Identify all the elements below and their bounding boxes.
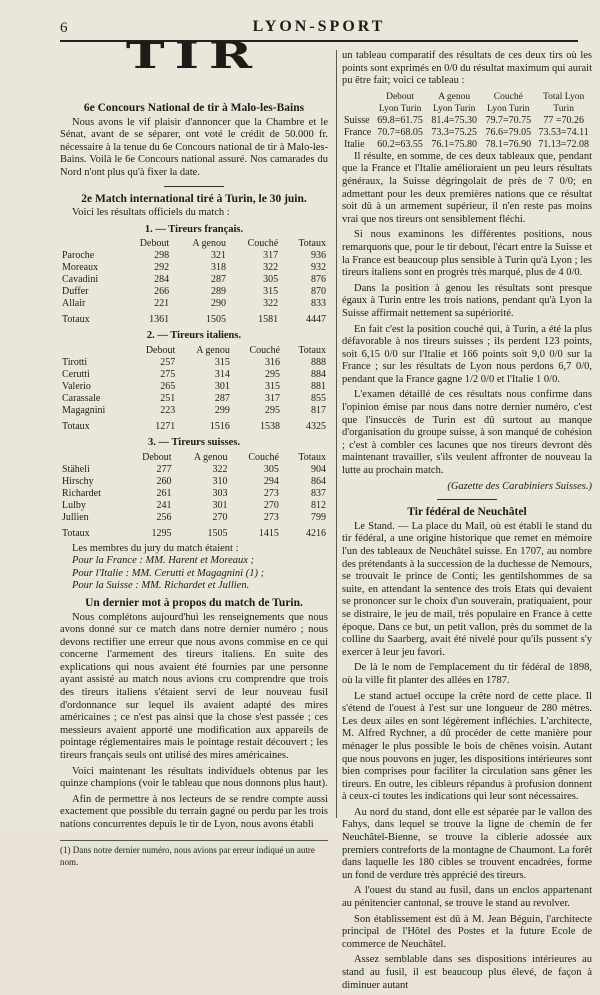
cmp-row xyxy=(342,127,592,139)
cell: 289 xyxy=(210,286,226,298)
cell: 315 xyxy=(214,356,230,368)
cell: 284 xyxy=(154,274,170,286)
cell: 322 xyxy=(263,298,279,310)
table-row xyxy=(60,286,328,298)
cell: Valerio xyxy=(62,380,91,392)
totals-row xyxy=(60,524,328,540)
jury-line: Pour l'Italie : MM. Cerutti et Magagnini (1) ; xyxy=(72,567,265,579)
cell: 904 xyxy=(311,463,326,475)
paragraph: A l'ouest du stand au fusil, dans un enclos appartenant au pénitencier cantonal, se trouve le stand au revolver. xyxy=(342,885,592,910)
paragraph: Afin de permettre à nos lecteurs de se rendre compte aussi exactement que possible du terrain gagné ou perdu par les trois nations concurrentes depuis le tir de Lyon, nous avons établi xyxy=(60,793,328,830)
total-cell: 1295 xyxy=(151,527,172,539)
cell: 301 xyxy=(212,499,228,511)
paragraph: Le Stand. — La place du Mail, où est établi le stand du tir fédéral, a une origine historique que remet en mémoire l'un des tableaux de Neuchâtel suisse. En 1707, au nombre des prétendants à la succession de la duchesse de Nemours, se trouvait le prince de Conti; les gentilshommes de sa suite, en attendant la sentence des trois Etats qui devaient se prononcer sur le choix d'un souverain, pratiquaient, pour se distraire, le jeu de mail, très populaire en France à cette époque. Dans ce but, un petit vallon, près du sommet de la colline du Saarberg, avait été nivelé pour qu'ils pussent s'y exercer à leur jeu favori. xyxy=(342,520,592,658)
cell: 812 xyxy=(311,499,326,511)
cell: 888 xyxy=(311,356,326,368)
total-cell: 1361 xyxy=(149,314,170,326)
cmp-cell: 60.2=63.55 xyxy=(377,138,423,150)
cell: 275 xyxy=(160,368,176,380)
cell: 256 xyxy=(156,511,172,523)
cell: 870 xyxy=(311,286,326,298)
cell: Paroche xyxy=(62,250,95,262)
cell: 322 xyxy=(212,463,228,475)
totals-row xyxy=(60,310,328,326)
cell: 884 xyxy=(311,368,326,380)
total-cell: 1505 xyxy=(207,527,228,539)
cell: 266 xyxy=(154,286,170,298)
cmp-cell: 78.1=76.90 xyxy=(485,138,532,150)
cell: Jullien xyxy=(62,511,89,523)
table-row xyxy=(60,488,328,500)
cell: 270 xyxy=(212,511,228,523)
paragraph: Son établissement est dû à M. Jean Béguin, l'architecte principal de l'Hôtel des Postes et la future Ecole de commerce de Neuchâtel. xyxy=(342,913,592,950)
cell: 321 xyxy=(210,250,226,262)
divider xyxy=(437,499,497,500)
paragraph: En fait c'est la position couché qui, à Turin, a été la plus défavorable à nos tireurs suisses ; ils perdent 123 points, soit 6,15 0/0 sur l'Italie et 166 points soit 9,0 0/0 sur la France ; sur les résultats de Lyon nous perdons 6,7 0/0, pendant que la France gagne 1/2 0/0 et l'Italie 1 0/0. xyxy=(342,323,592,385)
cell: 295 xyxy=(265,404,281,416)
cell: 260 xyxy=(156,475,172,487)
table-subtitle: 2. — Tireurs italiens. xyxy=(146,330,242,342)
comparison-table xyxy=(342,91,592,151)
jury-list xyxy=(60,543,328,593)
cell: 316 xyxy=(265,356,281,368)
cell: 315 xyxy=(263,286,279,298)
cell: Magagnini xyxy=(62,404,106,416)
heading-neuchatel: Tir fédéral de Neuchâtel xyxy=(407,506,527,519)
jury-line: Les membres du jury du match étaient : xyxy=(72,542,239,554)
cell: 317 xyxy=(263,250,279,262)
cell: 290 xyxy=(210,298,226,310)
journal-title: LYON-SPORT xyxy=(252,18,386,35)
cell: Stäheli xyxy=(62,463,90,475)
column-header: Debout xyxy=(139,238,170,250)
column-header: Debout xyxy=(142,451,172,463)
cell: Cavadini xyxy=(62,274,99,286)
heading-dernier-mot: Un dernier mot à propos du match de Turin. xyxy=(85,596,303,609)
totals-row xyxy=(60,417,328,433)
results-tables xyxy=(60,224,328,540)
column-header: A genou xyxy=(193,451,228,463)
heading-turin: 2e Match international tiré à Turin, le 30 juin. xyxy=(81,192,307,205)
cmp-cell: Italie xyxy=(344,138,365,150)
cell: 310 xyxy=(212,475,228,487)
cell: 257 xyxy=(160,356,176,368)
column-header: Couché xyxy=(248,451,279,463)
cell: 287 xyxy=(214,392,230,404)
cell: Richardet xyxy=(62,487,101,499)
cell: 277 xyxy=(156,463,172,475)
paragraph: Il résulte, en somme, de ces deux tableaux que, pendant que la France et l'Italie amélioraient un peu leurs résultats généraux, la Suisse dégringolait de près de 7 0/0; en admettant pour les deux premières nations que ce résultat soit dû à un armement supérieur, il n'en reste pas moins vrai que nos tireurs ont sensiblement fléchi. xyxy=(342,150,592,225)
cell: 837 xyxy=(311,487,326,499)
column-header: Couché xyxy=(249,344,281,356)
cell: 315 xyxy=(265,380,281,392)
cell: Cerutti xyxy=(62,368,90,380)
table-row xyxy=(60,357,328,369)
cell: 292 xyxy=(154,262,170,274)
table-row xyxy=(60,393,328,405)
column-header: Totaux xyxy=(298,344,326,356)
cell: 305 xyxy=(263,274,279,286)
jury-line: Pour la Suisse : MM. Richardet et Jullien. xyxy=(72,580,250,592)
column-header: Totaux xyxy=(298,238,326,250)
cell: 261 xyxy=(156,487,172,499)
cmp-row xyxy=(342,115,592,127)
cell: 799 xyxy=(311,511,326,523)
cell: 287 xyxy=(210,274,226,286)
column-header: Couché xyxy=(247,238,279,250)
cmp-cell: 79.7=70.75 xyxy=(485,114,532,126)
total-cell: 1516 xyxy=(209,420,230,432)
cell: 223 xyxy=(160,404,176,416)
cell: Moreaux xyxy=(62,262,99,274)
source-credit: (Gazette des Carabiniers Suisses.) xyxy=(447,480,592,492)
cell: Lulby xyxy=(62,499,86,511)
table-subtitle: 3. — Tireurs suisses. xyxy=(148,436,240,448)
column-divider xyxy=(336,50,337,818)
heading-malo: 6e Concours National de tir à Malo-les-Bains xyxy=(83,102,305,114)
totals-label: Totaux xyxy=(62,420,90,432)
cell: 833 xyxy=(311,298,326,310)
paragraph: Dans la position à genou les résultats sont presque égaux à Turin entre les trois nations, pendant qu'à Lyon la Suisse affirmait nettement sa supériorité. xyxy=(342,282,592,319)
cmp-header: Debout Lyon Turin xyxy=(378,91,422,114)
totals-label: Totaux xyxy=(62,314,90,326)
section-title: TIR xyxy=(125,34,263,78)
cell: 881 xyxy=(311,380,326,392)
column-header: A genou xyxy=(192,238,226,250)
cell: 265 xyxy=(160,380,176,392)
table-row xyxy=(60,298,328,310)
cell: 301 xyxy=(214,380,230,392)
cell: 318 xyxy=(210,262,226,274)
cell: 221 xyxy=(154,298,170,310)
total-cell: 1538 xyxy=(260,420,281,432)
cell: 295 xyxy=(265,368,281,380)
cell: 314 xyxy=(214,368,230,380)
cell: 294 xyxy=(263,475,279,487)
cell: 299 xyxy=(214,404,230,416)
table-subtitle: 1. — Tireurs français. xyxy=(144,223,244,235)
total-cell: 4325 xyxy=(306,420,326,432)
cell: 817 xyxy=(311,404,326,416)
total-cell: 1505 xyxy=(205,314,226,326)
cell: 855 xyxy=(311,392,326,404)
cmp-cell: 73.3=75.25 xyxy=(431,126,477,138)
cell: 305 xyxy=(263,463,279,475)
paragraph: Le stand actuel occupe la crête nord de cette place. Il s'étend de l'ouest à l'est sur une longueur de 280 mètres. Les deux ailes en sont légèrement infléchies. L'architecte, M. Alfred Rychner, a dû procéder de cette manière pour ménager le plus possible le bois de chênes voisin. Autant que nous pouvons en juger, les dispositions intérieures sont bien comprises pour faciliter la circulation sans gêner les tireurs. En outre, les cibleurs répandus à profusion donnent à ceux-ci toutes les indications qui leur sont nécessaires. xyxy=(342,690,592,803)
cell: 273 xyxy=(263,487,279,499)
paragraph: L'examen détaillé de ces résultats nous confirme dans l'opinion émise par nous dans notre dernier numéro, c'est que l'insuccès de Turin est dû surtout au manque d'organisation du groupe suisse, à son manqué de cohésion ; c'est à combler ces lacunes que nos tireurs devront dès maintenant travailler, s'ils veulent affronter de nouveau la lutte au prochain match. xyxy=(342,389,592,477)
results-table xyxy=(60,345,328,433)
total-cell: 1581 xyxy=(258,314,279,326)
left-column xyxy=(60,34,328,869)
total-cell: 1415 xyxy=(258,527,279,539)
cmp-cell: 70.7=68.05 xyxy=(377,126,423,138)
cell: Duffer xyxy=(62,286,89,298)
cmp-header: A genou Lyon Turin xyxy=(432,91,476,114)
cmp-cell: 81.4=75.30 xyxy=(431,114,477,126)
cell: 864 xyxy=(311,475,326,487)
cell: 241 xyxy=(156,499,172,511)
cell: Tirotti xyxy=(62,356,88,368)
table-row xyxy=(60,250,328,262)
table-row xyxy=(60,369,328,381)
paragraph: Nous avons le vif plaisir d'annoncer que la Chambre et le Sénat, avant de se séparer, ont voté le crédit de 50.000 fr. nécessaire à la tenue du 6e Concours national de tir à Malo-les-Bains. Voilà le 6e Concours national assuré. Nos camarades du Nord n'ont plus qu'à fixer la date. xyxy=(60,116,328,178)
column-header: Totaux xyxy=(298,451,326,463)
jury-line: Pour la France : MM. Harent et Moreaux ; xyxy=(72,555,255,567)
cell: 936 xyxy=(311,250,326,262)
paragraph: Au nord du stand, dont elle est séparée par le vallon des Fahys, dans lequel se trouve la ligne de chemin de fer Neuchâtel-Bienne, se trouve la ciblerie adossée aux premiers contreforts de la montagne de Chaumont. La forêt dans laquelle les 180 cibles se trouvent encadrées, forme un fond de verdure très apprécié des tireurs. xyxy=(342,806,592,881)
total-cell: 4447 xyxy=(306,314,326,326)
cmp-cell: 76.1=75.80 xyxy=(431,138,477,150)
paragraph: Assez semblable dans ses dispositions intérieures au stand au fusil, il est beaucoup plus élevé, de façon à diminuer autant xyxy=(342,954,592,991)
table-row xyxy=(60,381,328,393)
cell: 273 xyxy=(263,511,279,523)
paragraph: un tableau comparatif des résultats de ces deux tirs où les points sont exprimés en 0/0 du résultat maximum qui aurait pu être fait; voici ce tableau : xyxy=(342,50,592,87)
column-header: Debout xyxy=(145,344,176,356)
cmp-cell: 71.13=72.08 xyxy=(538,138,589,150)
paragraph: Voici les résultats officiels du match : xyxy=(72,207,230,219)
footnote: (1) Dans notre dernier numéro, nous avions par erreur indiqué un autre nom. xyxy=(60,840,328,869)
table-row xyxy=(60,405,328,417)
cell: 298 xyxy=(154,250,170,262)
cmp-cell: 69.8=61.75 xyxy=(377,114,423,126)
table-row xyxy=(60,262,328,274)
results-table xyxy=(60,238,328,326)
totals-label: Totaux xyxy=(62,527,90,539)
paragraph: Nous complétons aujourd'hui les renseignements que nous avons donné sur ce match dans notre dernier numéro ; nous devons rectifier une erreur que nous avons commise en ce qui concerne l'armement des tireurs italiens. En suite des explications qui nous avaient été fournies par une personne ayant assisté au match nous avions cru comprendre que trois des tireurs italiens s'étaient servi de leur nouveau fusil d'ordonnance sur lequel ils avaient adapté des mires américaines ; ce n'est pas ainsi que la chose s'est passée ; ces messieurs avaient apporté une modification aux appareils de pointage réglementaires mais le pointage restait découvert ; les tireurs français seuls ont utilisé des mires américaines. xyxy=(60,611,328,762)
cmp-cell: 73.53=74.11 xyxy=(538,126,589,138)
paragraph: De là le nom de l'emplacement du tir fédéral de 1898, où la ville fit planter des allées en 1787. xyxy=(342,662,592,686)
table-row xyxy=(60,476,328,488)
right-column xyxy=(342,50,592,995)
cell: 322 xyxy=(263,262,279,274)
cell: 303 xyxy=(212,487,228,499)
column-header: A genou xyxy=(196,344,230,356)
total-cell: 1271 xyxy=(155,420,176,432)
table-row xyxy=(60,274,328,286)
divider xyxy=(164,186,224,187)
cmp-cell: France xyxy=(344,126,372,138)
page-number: 6 xyxy=(60,20,68,36)
results-table xyxy=(60,452,328,540)
cell: 317 xyxy=(265,392,281,404)
cell: 876 xyxy=(311,274,326,286)
cell: Carassale xyxy=(62,392,101,404)
cell: Hirschy xyxy=(62,475,94,487)
paragraph: Voici maintenant les résultats individuels obtenus par les quinze champions (voir le tableau que nous donnons plus haut). xyxy=(60,765,328,790)
table-row xyxy=(60,500,328,512)
cmp-cell: 76.6=79.05 xyxy=(485,126,532,138)
cmp-cell: 77 =70.26 xyxy=(543,114,584,126)
cmp-header: Couché Lyon Turin xyxy=(487,91,530,114)
cmp-cell: Suisse xyxy=(344,114,370,126)
cell: 270 xyxy=(263,499,279,511)
cmp-row xyxy=(342,139,592,151)
table-row xyxy=(60,512,328,524)
cell: 932 xyxy=(311,262,326,274)
cell: Allair xyxy=(62,298,86,310)
cmp-header: Total Lyon Turin xyxy=(542,91,585,114)
cell: 251 xyxy=(160,392,176,404)
table-row xyxy=(60,464,328,476)
total-cell: 4216 xyxy=(306,527,326,539)
paragraph: Si nous examinons les différentes positions, nous remarquons que, pour le tir debout, l'écart entre la Suisse et la France est beaucoup plus sensible à Turin qu'à Lyon ; les tireurs italiens sont en progrès très marqué, plus de 4 0/0. xyxy=(342,229,592,279)
